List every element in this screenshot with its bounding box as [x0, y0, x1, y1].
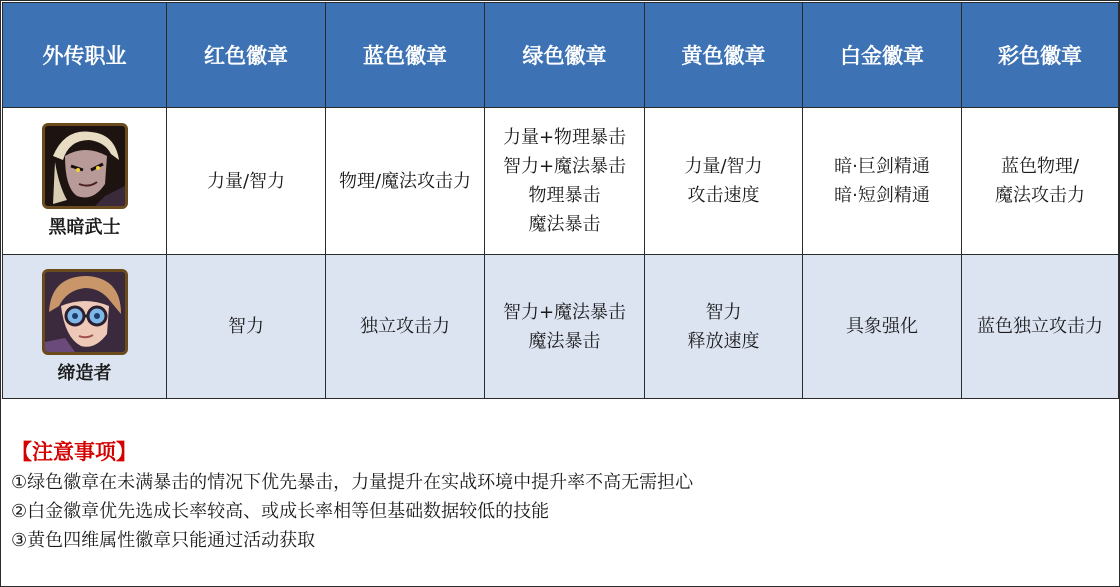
- platinum-badge-text: 具象强化: [846, 316, 918, 337]
- yellow-badge-text: 释放速度: [687, 330, 760, 352]
- job-cell: [3, 108, 167, 255]
- badge-table: [2, 2, 1119, 399]
- job-name: 黑暗武士: [48, 217, 121, 238]
- green-badge-text: 智力+魔法暴击: [502, 156, 627, 177]
- table-header-row: [3, 3, 1119, 108]
- header-yellow-badge: 黄色徽章: [645, 3, 803, 108]
- header-rainbow-badge: 彩色徽章: [962, 3, 1119, 108]
- blue-badge-cell: [326, 108, 485, 255]
- header-job: 外传职业: [3, 3, 167, 108]
- rainbow-badge-cell: [962, 255, 1119, 399]
- yellow-badge-text: 智力: [705, 301, 742, 323]
- table-row: [3, 108, 1119, 255]
- blue-badge-cell: [326, 255, 485, 399]
- platinum-badge-cell: [803, 108, 962, 255]
- creator-portrait-icon: [42, 269, 128, 355]
- notes-title: 【注意事项】: [11, 440, 137, 464]
- dark-knight-portrait-icon: [42, 123, 128, 209]
- yellow-badge-cell: [645, 255, 803, 399]
- platinum-badge-cell: [803, 255, 962, 399]
- blue-badge-text: 独立攻击力: [360, 316, 450, 337]
- red-badge-text: 智力: [228, 316, 264, 337]
- platinum-badge-text: 暗·短剑精通: [834, 185, 930, 206]
- rainbow-badge-cell: [962, 108, 1119, 255]
- red-badge-text: 力量/智力: [206, 170, 286, 192]
- header-red-badge: 红色徽章: [167, 3, 326, 108]
- notes-section: [11, 436, 1101, 555]
- green-badge-cell: [485, 108, 645, 255]
- header-green-badge: 绿色徽章: [485, 3, 645, 108]
- red-badge-cell: [167, 255, 326, 399]
- yellow-badge-text: 攻击速度: [687, 185, 760, 206]
- green-badge-text: 力量+物理暴击: [502, 127, 627, 148]
- note-item: ①绿色徽章在未满暴击的情况下优先暴击，力量提升在实战环境中提升率不高无需担心: [11, 472, 694, 493]
- red-badge-cell: [167, 108, 326, 255]
- blue-badge-text: 物理/魔法攻击力: [338, 170, 472, 192]
- header-blue-badge: 蓝色徽章: [326, 3, 485, 108]
- rainbow-badge-text: 蓝色独立攻击力: [977, 316, 1103, 337]
- rainbow-badge-text: 魔法攻击力: [995, 185, 1085, 206]
- yellow-badge-cell: [645, 108, 803, 255]
- green-badge-text: 物理暴击: [528, 185, 601, 206]
- table-row: [3, 255, 1119, 399]
- job-cell: [3, 255, 167, 399]
- header-platinum-badge: 白金徽章: [803, 3, 962, 108]
- yellow-badge-text: 力量/智力: [684, 156, 763, 177]
- platinum-badge-text: 暗·巨剑精通: [834, 156, 930, 177]
- note-item: ③黄色四维属性徽章只能通过活动获取: [11, 530, 316, 551]
- green-badge-text: 智力+魔法暴击: [502, 301, 627, 323]
- green-badge-text: 魔法暴击: [528, 330, 601, 352]
- green-badge-cell: [485, 255, 645, 399]
- note-item: ②白金徽章优先选成长率较高、或成长率相等但基础数据较低的技能: [11, 501, 550, 522]
- rainbow-badge-text: 蓝色物理/: [1000, 156, 1080, 177]
- green-badge-text: 魔法暴击: [528, 214, 601, 235]
- job-name: 缔造者: [57, 362, 112, 384]
